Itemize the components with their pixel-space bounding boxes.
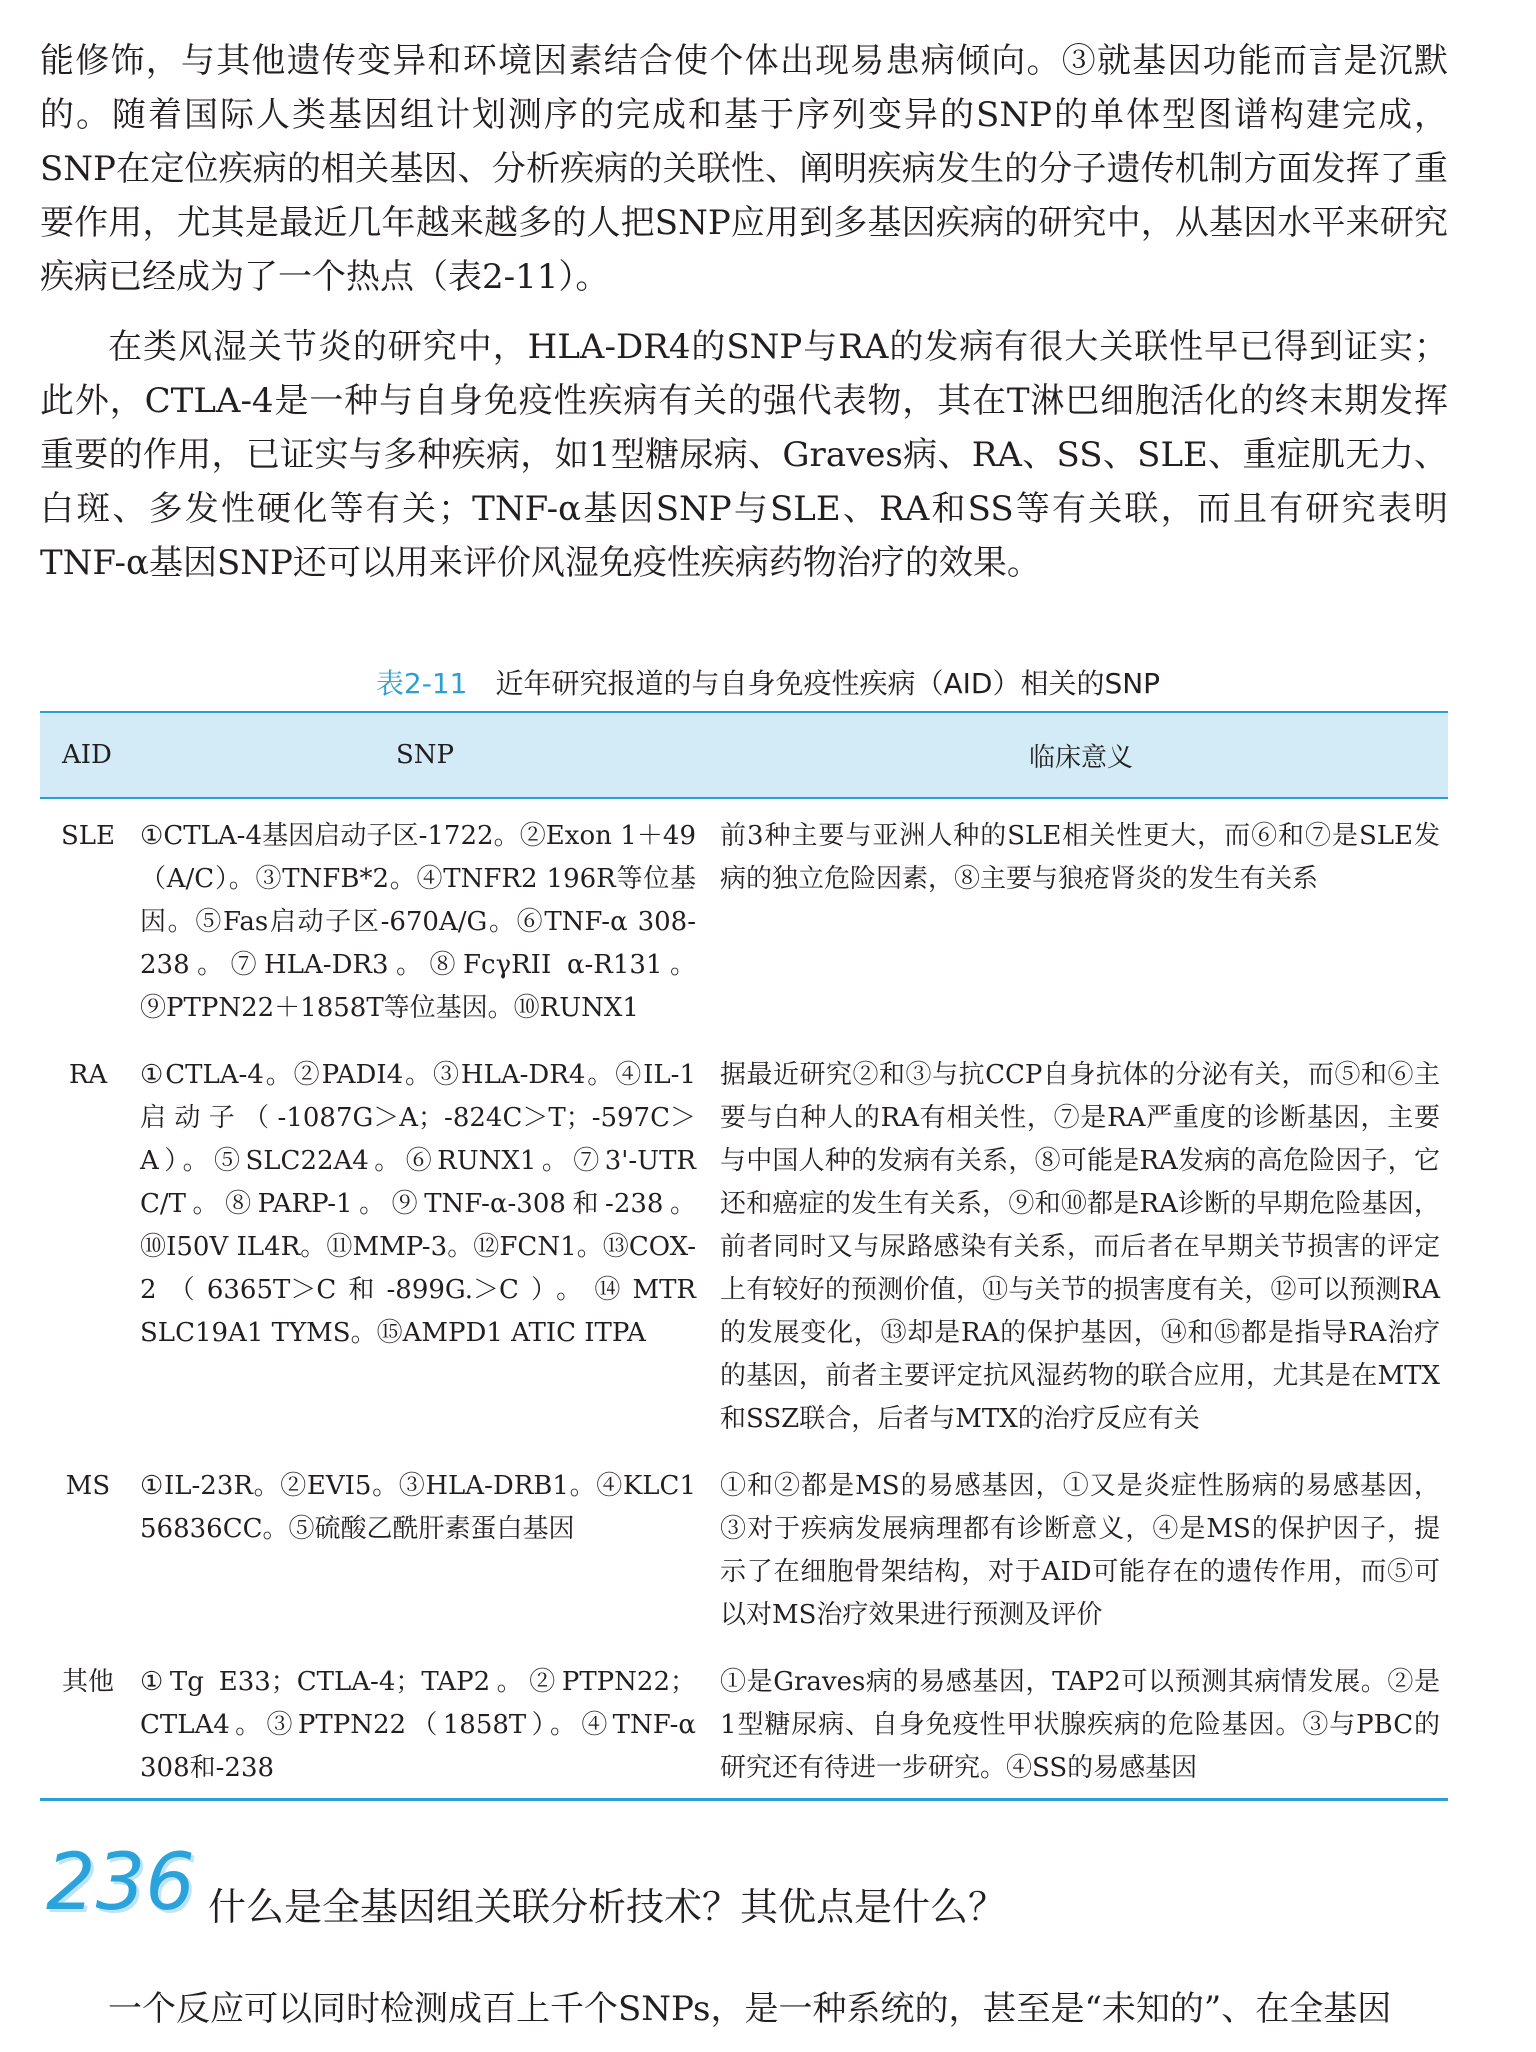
table-caption [0, 662, 1536, 702]
snp-table [40, 711, 1448, 1801]
closing-paragraph: 一个反应可以同时检测成百上千个SNPs，是一种系统的，甚至是“未知的”、在全基因 [108, 1989, 1392, 2029]
row-significance: 前3种主要与亚洲人种的SLE相关性更大，而⑥和⑦是SLE发病的独立危险因素，⑧主要与狼疮肾炎的发生有关系 [720, 821, 1440, 894]
table-caption-number: 表2-11 [375, 667, 468, 700]
question-number: 236 [46, 1838, 195, 1928]
row-aid: SLE [60, 821, 116, 851]
table-row [40, 1649, 1448, 1798]
row-snp: ①CTLA-4基因启动子区-1722。②Exon 1＋49（A/C）。③TNFB*2。④TNFR2 196R等位基因。⑤Fas启动子区-670A/G。⑥TNF-α 308-238。⑦HLA-DR3。⑧FcγRII α-R131。⑨PTPN22＋1858T等位基因。⑩RUNX1 [140, 821, 696, 1023]
table-row [40, 798, 1448, 1042]
intro-paragraph: 能修饰，与其他遗传变异和环境因素结合使个体出现易患病倾向。③就基因功能而言是沉默的。随着国际人类基因组计划测序的完成和基于序列变异的SNP的单体型图谱构建完成，SNP在定位疾病的相关基因、分析疾病的关联性、阐明疾病发生的分子遗传机制方面发挥了重要作用，尤其是最近几年越来越多的人把SNP应用到多基因疾病的研究中，从基因水平来研究疾病已经成为了一个热点（表2-11）。 [40, 41, 1448, 297]
table-row [40, 1042, 1448, 1453]
row-significance: 据最近研究②和③与抗CCP自身抗体的分泌有关，而⑤和⑥主要与白种人的RA有相关性，⑦是RA严重度的诊断基因，主要与中国人种的发病有关系，⑧可能是RA发病的高危险因子，它还和癌症的发生有关系，⑨和⑩都是RA诊断的早期危险基因，前者同时又与尿路感染有关系，而后者在早期关节损害的评定上有较好的预测价值，⑪与关节的损害度有关，⑫可以预测RA的发展变化，⑬却是RA的保护基因，⑭和⑮都是指导RA治疗的基因，前者主要评定抗风湿药物的联合应用，尤其是在MTX和SSZ联合，后者与MTX的治疗反应有关 [720, 1060, 1440, 1434]
ra-paragraph: 在类风湿关节炎的研究中，HLA-DR4的SNP与RA的发病有很大关联性早已得到证实；此外，CTLA-4是一种与自身免疫性疾病有关的强代表物，其在T淋巴细胞活化的终末期发挥重要的作用，已证实与多种疾病，如1型糖尿病、Graves病、RA、SS、SLE、重症肌无力、白斑、多发性硬化等有关；TNF-α基因SNP与SLE、RA和SS等有关联，而且有研究表明TNF-α基因SNP还可以用来评价风湿免疫性疾病药物治疗的效果。 [40, 327, 1448, 583]
row-snp: ①IL-23R。②EVI5。③HLA-DRB1。④KLC1 56836CC。⑤硫酸乙酰肝素蛋白基因 [140, 1471, 696, 1544]
header-significance: 临床意义 [714, 713, 1448, 798]
row-aid: RA [68, 1060, 108, 1090]
table-header-row [40, 713, 1448, 798]
header-snp: SNP [136, 713, 714, 798]
table-caption-text: 近年研究报道的与自身免疫性疾病（AID）相关的SNP [495, 667, 1161, 700]
question-header [40, 1838, 1448, 1948]
row-snp: ①Tg E33；CTLA-4；TAP2。②PTPN22；CTLA4。③PTPN22（1858T）。④TNF-α 308和-238 [140, 1667, 696, 1783]
row-snp: ①CTLA-4。②PADI4。③HLA-DR4。④IL-1启动子（-1087G＞A；-824C＞T；-597C＞A）。⑤SLC22A4。⑥RUNX1。⑦3'-UTR C/T。⑧PARP-1。⑨TNF-α-308和-238。⑩I50V IL4R。⑪MMP-3。⑫FCN1。⑬COX-2（6365T＞C和-899G.＞C）。⑭MTR SLC19A1 TYMS。⑮AMPD1 ATIC ITPA [140, 1060, 696, 1348]
row-significance: ①和②都是MS的易感基因，①又是炎症性肠病的易感基因，③对于疾病发展病理都有诊断意义，④是MS的保护因子，提示了在细胞骨架结构，对于AID可能存在的遗传作用，而⑤可以对MS治疗效果进行预测及评价 [720, 1471, 1440, 1630]
question-title: 什么是全基因组关联分析技术？其优点是什么？ [208, 1885, 1007, 1929]
table-row [40, 1453, 1448, 1649]
row-aid: 其他 [61, 1667, 114, 1697]
row-significance: ①是Graves病的易感基因，TAP2可以预测其病情发展。②是1型糖尿病、自身免疫性甲状腺疾病的危险基因。③与PBC的研究还有待进一步研究。④SS的易感基因 [720, 1667, 1440, 1783]
row-aid: MS [65, 1471, 111, 1501]
header-aid: AID [40, 713, 136, 798]
